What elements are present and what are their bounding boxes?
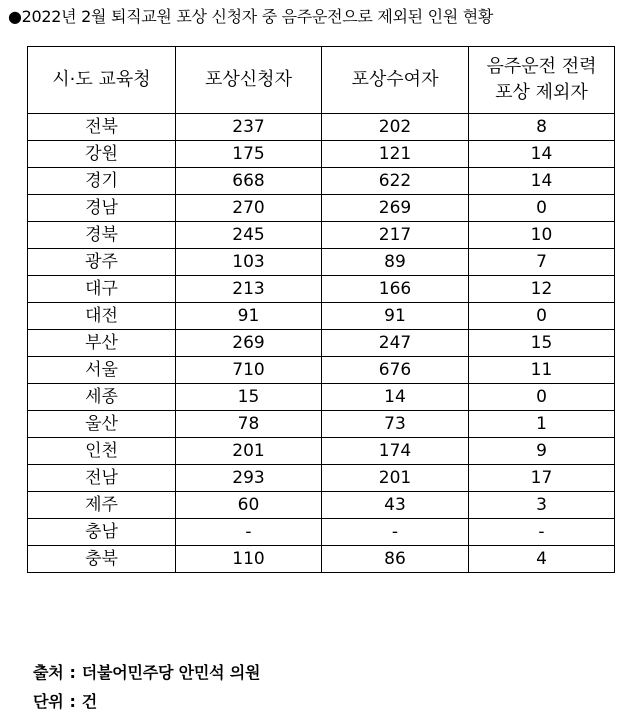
cell-excluded: 4 bbox=[469, 546, 615, 573]
source-separator: : bbox=[69, 663, 76, 682]
header-applicants: 포상신청자 bbox=[176, 47, 322, 114]
document-title: ●2022년 2월 퇴직교원 포상 신청자 중 음주운전으로 제외된 인원 현황 bbox=[8, 7, 494, 26]
cell-excluded: 8 bbox=[469, 114, 615, 141]
table-row bbox=[28, 249, 615, 276]
cell-excluded: 15 bbox=[469, 330, 615, 357]
cell-applicants: 245 bbox=[176, 222, 322, 249]
cell-recipients: 174 bbox=[322, 438, 469, 465]
cell-excluded: 14 bbox=[469, 141, 615, 168]
cell-excluded: 14 bbox=[469, 168, 615, 195]
header-excluded bbox=[469, 47, 615, 114]
cell-region: 경북 bbox=[28, 222, 176, 249]
cell-applicants: 237 bbox=[176, 114, 322, 141]
cell-applicants: 91 bbox=[176, 303, 322, 330]
cell-recipients: 201 bbox=[322, 465, 469, 492]
cell-applicants: 103 bbox=[176, 249, 322, 276]
cell-applicants: 668 bbox=[176, 168, 322, 195]
cell-applicants: 269 bbox=[176, 330, 322, 357]
cell-recipients: - bbox=[322, 519, 469, 546]
cell-excluded: 12 bbox=[469, 276, 615, 303]
cell-region: 전남 bbox=[28, 465, 176, 492]
table-row bbox=[28, 330, 615, 357]
cell-excluded: 0 bbox=[469, 384, 615, 411]
cell-applicants: - bbox=[176, 519, 322, 546]
cell-region: 제주 bbox=[28, 492, 176, 519]
cell-excluded: 0 bbox=[469, 303, 615, 330]
data-table bbox=[27, 46, 615, 573]
cell-recipients: 86 bbox=[322, 546, 469, 573]
table-row bbox=[28, 303, 615, 330]
header-excluded-line2: 포상 제외자 bbox=[495, 82, 588, 103]
cell-region: 경남 bbox=[28, 195, 176, 222]
cell-region: 강원 bbox=[28, 141, 176, 168]
cell-excluded: 7 bbox=[469, 249, 615, 276]
table-row bbox=[28, 195, 615, 222]
table-row bbox=[28, 357, 615, 384]
cell-recipients: 91 bbox=[322, 303, 469, 330]
cell-region: 서울 bbox=[28, 357, 176, 384]
header-recipients: 포상수여자 bbox=[322, 47, 469, 114]
cell-excluded: 3 bbox=[469, 492, 615, 519]
unit-separator: : bbox=[69, 692, 76, 711]
table-row bbox=[28, 384, 615, 411]
cell-recipients: 247 bbox=[322, 330, 469, 357]
cell-recipients: 622 bbox=[322, 168, 469, 195]
table-row bbox=[28, 546, 615, 573]
table-row bbox=[28, 411, 615, 438]
table-row bbox=[28, 465, 615, 492]
table-row bbox=[28, 168, 615, 195]
cell-applicants: 15 bbox=[176, 384, 322, 411]
cell-recipients: 43 bbox=[322, 492, 469, 519]
cell-excluded: 0 bbox=[469, 195, 615, 222]
cell-recipients: 14 bbox=[322, 384, 469, 411]
cell-region: 광주 bbox=[28, 249, 176, 276]
cell-excluded: 1 bbox=[469, 411, 615, 438]
cell-recipients: 676 bbox=[322, 357, 469, 384]
cell-recipients: 202 bbox=[322, 114, 469, 141]
cell-excluded: 11 bbox=[469, 357, 615, 384]
cell-excluded: 10 bbox=[469, 222, 615, 249]
cell-region: 대전 bbox=[28, 303, 176, 330]
cell-applicants: 60 bbox=[176, 492, 322, 519]
cell-applicants: 201 bbox=[176, 438, 322, 465]
cell-recipients: 217 bbox=[322, 222, 469, 249]
table-header-row bbox=[28, 47, 615, 114]
cell-excluded: - bbox=[469, 519, 615, 546]
unit-label: 단위 bbox=[33, 692, 64, 711]
cell-applicants: 175 bbox=[176, 141, 322, 168]
cell-region: 울산 bbox=[28, 411, 176, 438]
source-label: 출처 bbox=[33, 663, 64, 682]
table-row bbox=[28, 438, 615, 465]
cell-region: 부산 bbox=[28, 330, 176, 357]
table-row bbox=[28, 519, 615, 546]
cell-applicants: 293 bbox=[176, 465, 322, 492]
cell-applicants: 78 bbox=[176, 411, 322, 438]
cell-region: 전북 bbox=[28, 114, 176, 141]
cell-region: 인천 bbox=[28, 438, 176, 465]
cell-recipients: 73 bbox=[322, 411, 469, 438]
header-excluded-line1: 음주운전 전력 bbox=[486, 56, 597, 77]
cell-recipients: 121 bbox=[322, 141, 469, 168]
cell-excluded: 9 bbox=[469, 438, 615, 465]
cell-region: 대구 bbox=[28, 276, 176, 303]
cell-recipients: 269 bbox=[322, 195, 469, 222]
cell-region: 경기 bbox=[28, 168, 176, 195]
cell-recipients: 166 bbox=[322, 276, 469, 303]
cell-applicants: 213 bbox=[176, 276, 322, 303]
header-region: 시·도 교육청 bbox=[28, 47, 176, 114]
table-row bbox=[28, 492, 615, 519]
source-value: 더불어민주당 안민석 의원 bbox=[81, 663, 261, 682]
cell-recipients: 89 bbox=[322, 249, 469, 276]
cell-excluded: 17 bbox=[469, 465, 615, 492]
cell-region: 세종 bbox=[28, 384, 176, 411]
table-row bbox=[28, 276, 615, 303]
cell-region: 충북 bbox=[28, 546, 176, 573]
cell-applicants: 710 bbox=[176, 357, 322, 384]
cell-applicants: 110 bbox=[176, 546, 322, 573]
unit-line bbox=[33, 689, 97, 712]
unit-value: 건 bbox=[81, 692, 97, 711]
table-row bbox=[28, 141, 615, 168]
source-line bbox=[33, 660, 260, 683]
cell-applicants: 270 bbox=[176, 195, 322, 222]
cell-region: 충남 bbox=[28, 519, 176, 546]
table-row bbox=[28, 114, 615, 141]
table-row bbox=[28, 222, 615, 249]
